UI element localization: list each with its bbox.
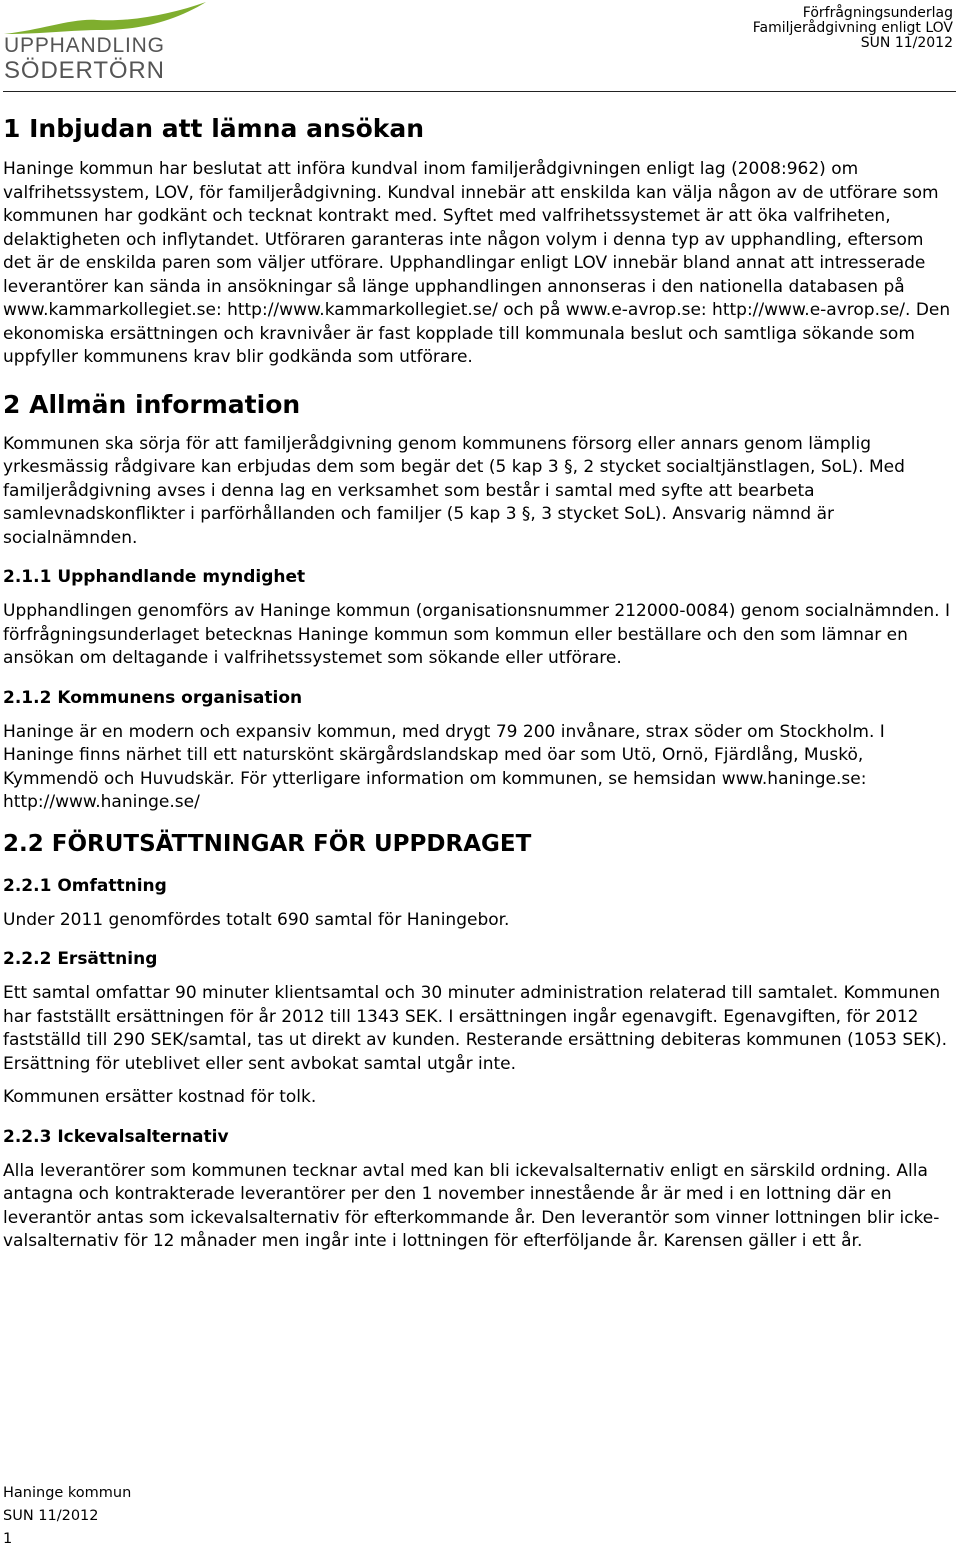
document-reference: SUN 11/2012 xyxy=(860,35,953,51)
paragraph-section-2-2-1: Under 2011 genomfördes totalt 690 samtal för Haningebor. xyxy=(3,909,510,930)
page-footer xyxy=(3,1482,131,1551)
logo-swoosh xyxy=(4,2,206,34)
header-info xyxy=(753,6,953,51)
heading-section-2-2-2: 2.2.2 Ersättning xyxy=(3,949,158,969)
document-title: Familjerådgivning enligt LOV xyxy=(752,20,953,36)
logo xyxy=(2,0,208,82)
paragraph-section-2: Kommunen ska sörja för att familjerådgivning genom kommunens försorg eller annars genom lämplig yrkesmässig rådgivare kan erbjudas dem som begär det (5 kap 3 §, 2 stycket socialtjänstlagen, SoL). Med familjerådgivning avses i denna lag en verksamhet som består i samtal med syfte att bearbeta samlevnadskonflikter i parförhållanden och familjer (5 kap 3 §, 3 stycket SoL). Ansvarig nämnd är socialnämnden. xyxy=(3,433,905,548)
heading-section-2-2-1: 2.2.1 Omfattning xyxy=(3,875,167,896)
paragraph-section-2-1-1: Upphandlingen genomförs av Haninge kommun (organisationsnummer 212000-0084) genom socialnämnden. I förfrågningsunderlaget betecknas Haninge kommun som kommun eller beställare och den som lämnar en ansökan om deltagande i valfrihetssystemet som sökande eller utförare. xyxy=(3,601,950,668)
page-number: 1 xyxy=(3,1531,13,1547)
paragraph-section-2-2-3: Alla leverantörer som kommunen tecknar avtal med kan bli ickevalsalternativ enligt en särskild ordning. Alla antagna och kontrakterade leverantörer per den 1 november innestående år är med i en lottning där en leverantör antas som ickevalsalternativ för efterkommande år. Den leverantör som vinner lottningen blir icke-valsalternativ för 12 månader men ingår inte i lottningen för efterföljande år. Karensen gäller i ett år. xyxy=(3,1160,940,1251)
logo-text-line1: UPPHANDLING xyxy=(4,34,164,57)
heading-section-2-1-1: 2.1.1 Upphandlande myndighet xyxy=(3,567,306,587)
footer-reference: SUN 11/2012 xyxy=(3,1508,99,1524)
logo-text-line2: SÖDERTÖRN xyxy=(4,57,164,82)
paragraph-section-1: Haninge kommun har beslutat att införa kundval inom familjerådgivningen enligt lag (2008:962) om valfrihetssystem, LOV, för familjerådgivning. Kundval innebär att enskilda kan välja någon av de utförare som kommunen har godkänt och tecknat kontrakt med. Syftet med valfrihetssystemet är att öka valfriheten, delaktigheten och inflytandet. Utföraren garanteras inte någon volym i denna typ av upphandling, eftersom det är de enskilda paren som väljer utförare. Upphandlingar enligt LOV innebär bland annat att intresserade leverantörer kan sända in ansökningar så länge upphandlingen annonseras i den nationella databasen på www.kammarkollegiet.se: http://www.kammarkollegiet.se/ och på www.e-avrop.se: http://www.e-avrop.se/. Den ekonomiska ersättningen och kravnivåer är fast kopplade till kommunala beslut och samtliga sökande som uppfyller kommunens krav blir godkända som utförare. xyxy=(3,159,951,367)
heading-section-2-1-2: 2.1.2 Kommunens organisation xyxy=(3,687,303,708)
heading-section-2-2-3: 2.2.3 Ickevalsalternativ xyxy=(3,1126,229,1147)
heading-section-1: 1 Inbjudan att lämna ansökan xyxy=(3,114,425,143)
footer-organisation: Haninge kommun xyxy=(3,1485,132,1501)
paragraph-section-2-2-2-tolk: Kommunen ersätter kostnad för tolk. xyxy=(3,1087,317,1107)
heading-section-2: 2 Allmän information xyxy=(3,389,301,419)
paragraph-section-2-1-2: Haninge är en modern och expansiv kommun, med drygt 79 200 invånare, strax söder om Stockholm. I Haninge finns närhet till ett naturskönt skärgårdslandskap med öar som Utö, Ornö, Fjärdlång, Muskö, Kymmendö och Huvudskär. För ytterligare information om kommunen, se hemsidan www.haninge.se: http://www.haninge.se/ xyxy=(3,721,885,812)
header-divider xyxy=(3,91,956,92)
upphandling-sodertorn-logo xyxy=(2,0,208,82)
document-type: Förfrågningsunderlag xyxy=(802,5,953,21)
paragraph-section-2-2-2: Ett samtal omfattar 90 minuter klientsamtal och 30 minuter administration relaterad till samtalet. Kommunen har fastställt ersättningen för år 2012 till 1343 SEK. I ersättningen ingår egenavgift. Egenavgiften, för 2012 fastställd till 290 SEK/samtal, tas ut direkt av kunden. Resterande ersättning debiteras kommunen (1053 SEK). Ersättning för uteblivet eller sent avbokat samtal utgår inte. xyxy=(3,983,948,1074)
heading-section-2-2: 2.2 FÖRUTSÄTTNINGAR FÖR UPPDRAGET xyxy=(3,830,532,857)
document-body xyxy=(3,112,955,1254)
